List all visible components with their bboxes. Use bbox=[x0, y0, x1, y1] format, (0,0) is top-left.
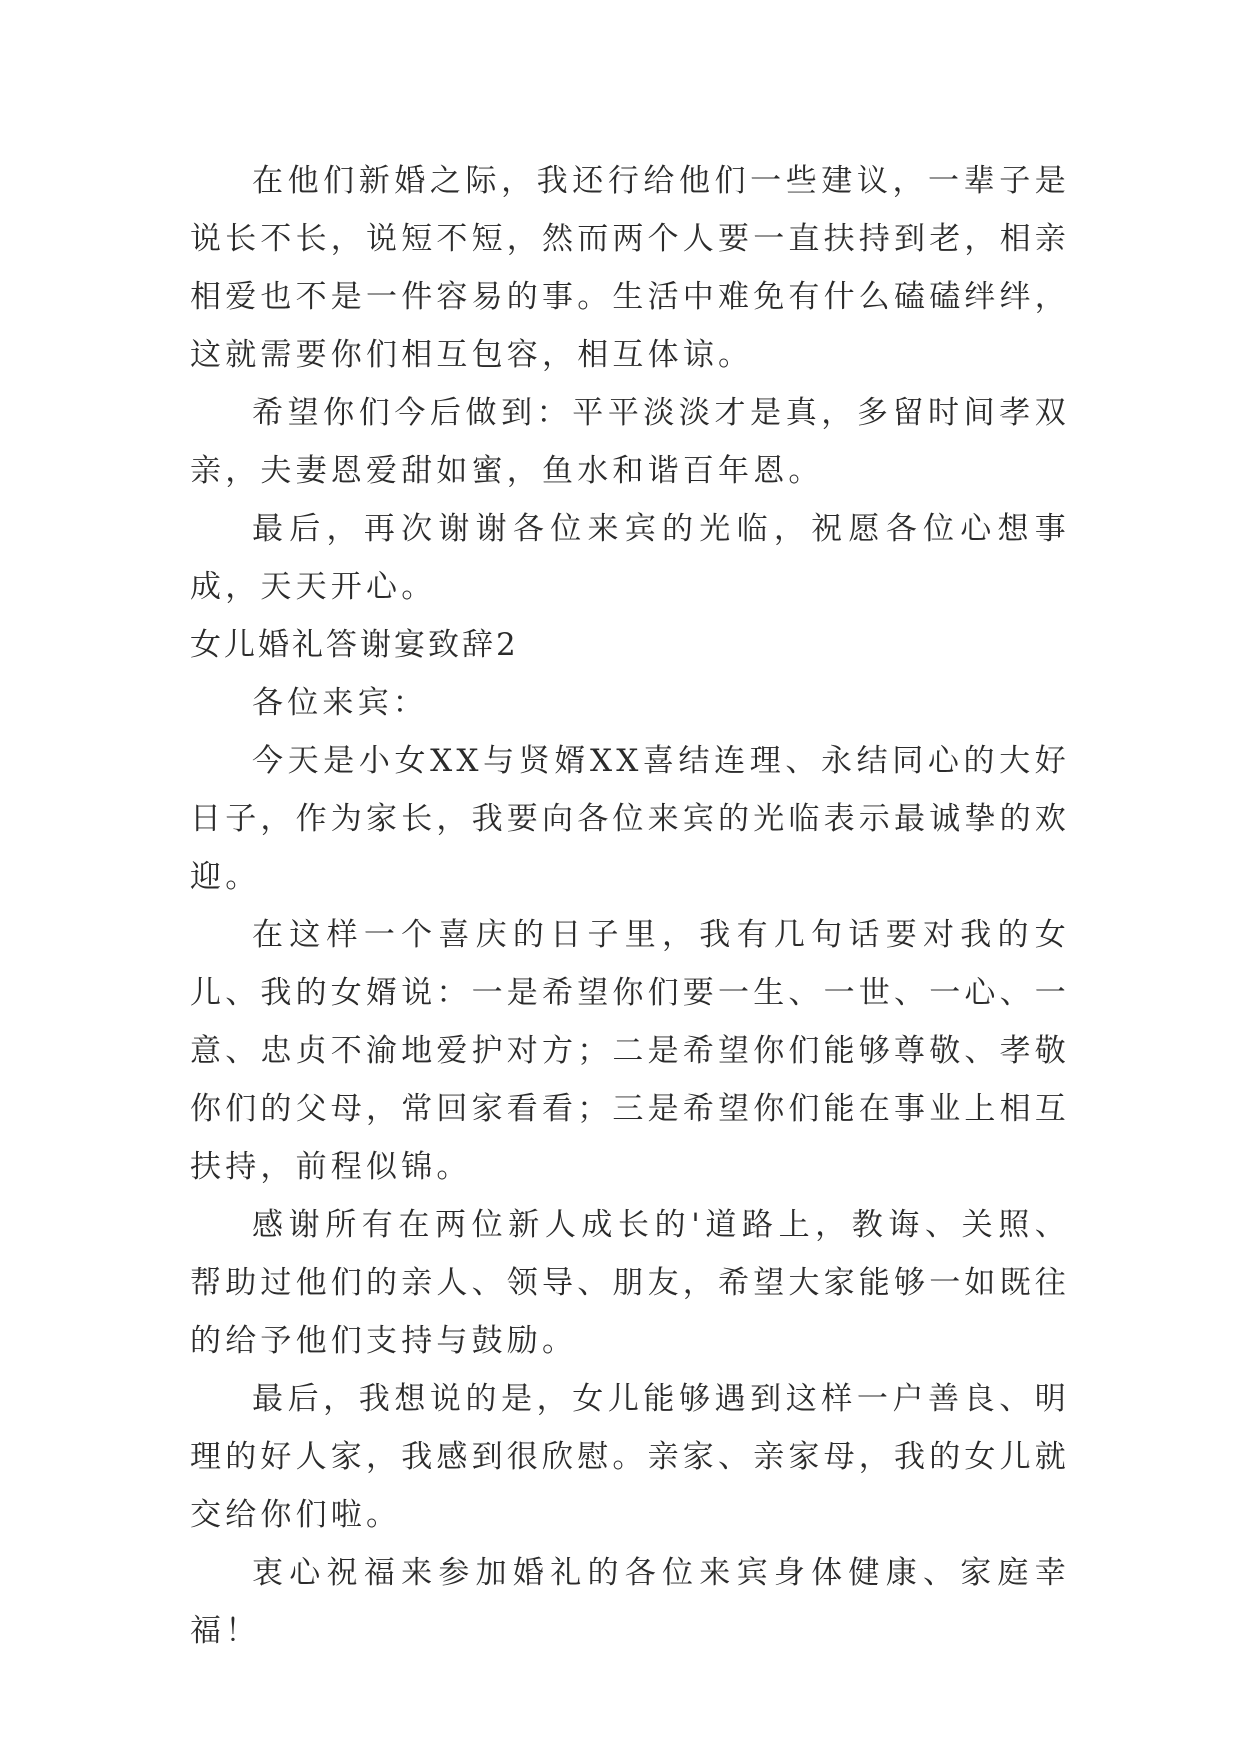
paragraph-welcome: 今天是小女XX与贤婿XX喜结连理、永结同心的大好日子，作为家长，我要向各位来宾的光临表示最诚挚的欢迎。 bbox=[190, 743, 1070, 895]
paragraph-wishes: 希望你们今后做到：平平淡淡才是真，多留时间孝双亲，夫妻恩爱甜如蜜，鱼水和谐百年恩。 bbox=[190, 395, 1070, 489]
paragraph-in-laws: 最后，我想说的是，女儿能够遇到这样一户善良、明理的好人家，我感到很欣慰。亲家、亲家母，我的女儿就交给你们啦。 bbox=[190, 1381, 1070, 1533]
paragraph-greeting: 各位来宾： bbox=[252, 685, 428, 721]
paragraph-blessing: 衷心祝福来参加婚礼的各位来宾身体健康、家庭幸福！ bbox=[190, 1555, 1070, 1649]
document-body bbox=[190, 152, 1070, 1660]
paragraph-thanks: 最后，再次谢谢各位来宾的光临，祝愿各位心想事成，天天开心。 bbox=[190, 511, 1070, 605]
paragraph-advice: 在他们新婚之际，我还行给他们一些建议，一辈子是说长不长，说短不短，然而两个人要一直扶持到老，相亲相爱也不是一件容易的事。生活中难免有什么磕磕绊绊，这就需要你们相互包容，相互体谅。 bbox=[190, 163, 1070, 373]
paragraph-words-to-couple: 在这样一个喜庆的日子里，我有几句话要对我的女儿、我的女婿说：一是希望你们要一生、一世、一心、一意、忠贞不渝地爱护对方；二是希望你们能够尊敬、孝敬你们的父母，常回家看看；三是希望你们能在事业上相互扶持，前程似锦。 bbox=[190, 917, 1070, 1185]
section-title: 女儿婚礼答谢宴致辞2 bbox=[190, 627, 519, 663]
paragraph-gratitude: 感谢所有在两位新人成长的'道路上，教诲、关照、帮助过他们的亲人、领导、朋友，希望大家能够一如既往的给予他们支持与鼓励。 bbox=[190, 1207, 1070, 1359]
